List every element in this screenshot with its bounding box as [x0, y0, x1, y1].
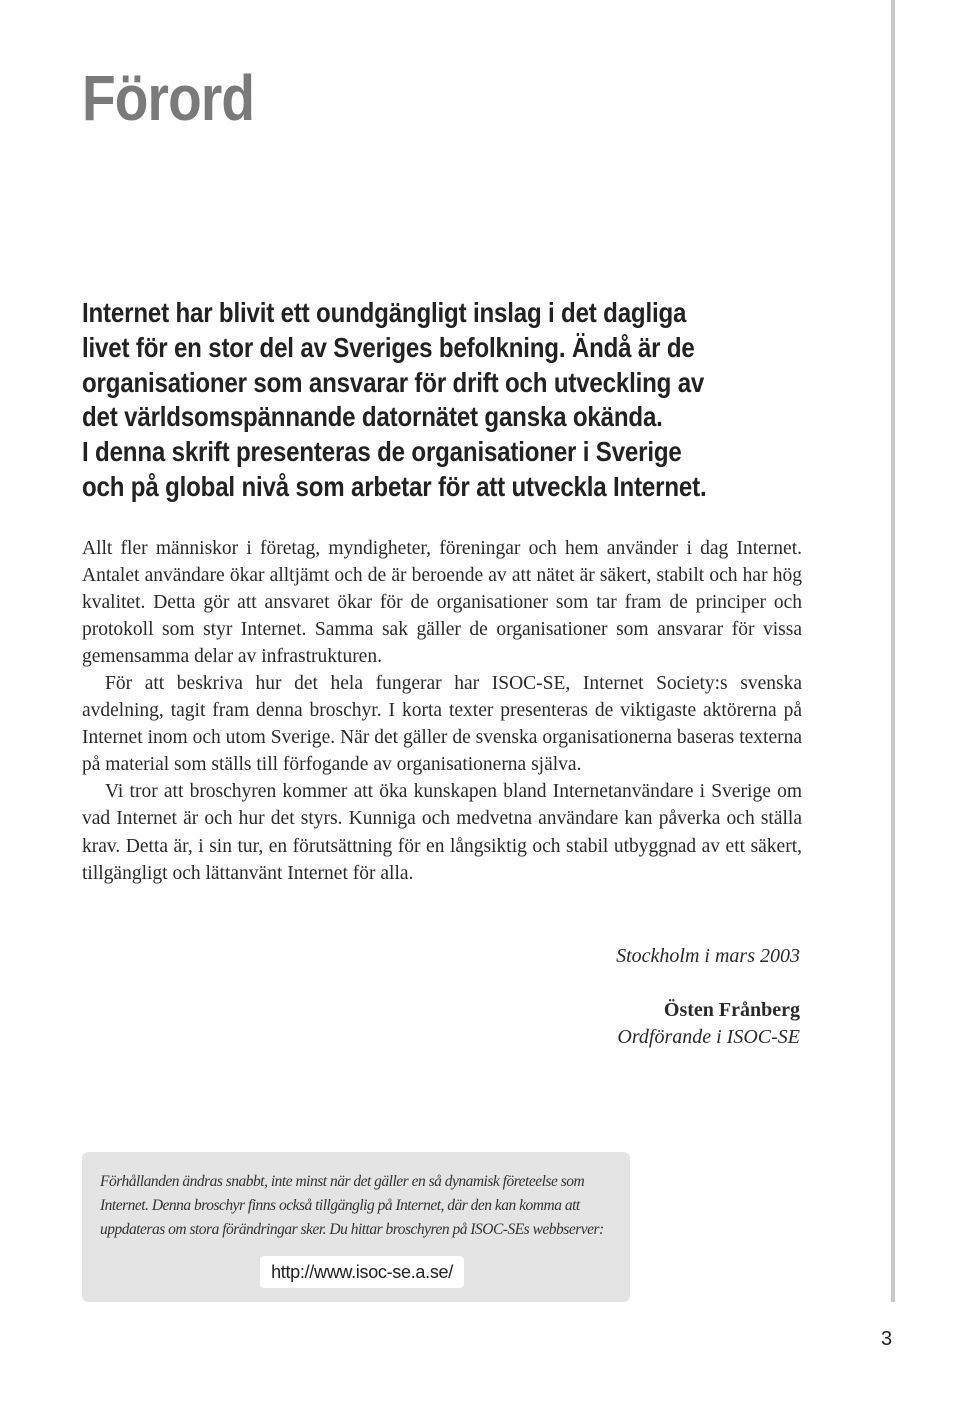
body-paragraph: Vi tror att broschyren kommer att öka kunskapen bland Internetanvändare i Sverige om vad Internet är och hur det styrs. Kunniga och medvetna användare kan påverka och ställa krav. Detta är, i sin tur, en förutsättning för en långsiktig och stabil utbyggnad av ett säkert, tillgängligt och lättanvänt Internet för alla. [82, 781, 802, 884]
body-paragraph: För att beskriva hur det hela fungerar har ISOC-SE, Internet Society:s svenska avdelning, tagit fram denna broschyr. I korta texter presenteras de viktigaste aktörerna på Internet inom och utom Sverige. När det gäller de svenska organisationerna baseras texterna på material som ställs till förfogande av organisationerna själva. [82, 673, 802, 776]
info-note-box [82, 1152, 630, 1302]
page-number: 3 [881, 1328, 893, 1350]
lead-line: Internet har blivit ett oundgängligt inslag i det dagliga [82, 297, 687, 328]
lead-paragraph [82, 296, 736, 505]
lead-line: I denna skrift presenteras de organisationer i Sverige [82, 436, 682, 468]
note-line: Internet. Denna broschyr finns också tillgänglig på Internet, där den kan komma att [100, 1197, 580, 1214]
note-line: uppdateras om stora förändringar sker. Du hittar broschyren på ISOC-SEs webbserver: [100, 1221, 604, 1238]
page-title: Förord [82, 62, 255, 134]
info-note-text [100, 1170, 620, 1242]
body-text [82, 535, 802, 887]
lead-line: och på global nivå som arbetar för att utveckla Internet. [82, 470, 707, 502]
place-date: Stockholm i mars 2003 [616, 945, 800, 967]
signer-name: Östen Frånberg [663, 999, 800, 1021]
note-line: Förhållanden ändras snabbt, inte minst när det gäller en så dynamisk företeelse som [100, 1173, 585, 1190]
body-paragraph: Allt fler människor i företag, myndigheter, föreningar och hem använder i dag Internet. Antalet användare ökar alltjämt och de är beroende av att nätet är säkert, stabilt och har hög kvalitet. Detta gör att ansvaret ökar för de organisationer som tar fram de principer och protokoll som styr Internet. Samma sak gäller de organisationer som ansvarar för vissa gemensamma delar av infrastrukturen. [82, 538, 802, 668]
lead-line: organisationer som ansvarar för drift och utveckling av [82, 366, 705, 398]
lead-line: det världsomspännande datornätet ganska okända. [82, 401, 663, 433]
margin-rule [891, 0, 895, 1302]
signer-role: Ordförande i ISOC-SE [617, 1026, 800, 1048]
lead-line: livet för en stor del av Sveriges befolkning. Ändå är de [82, 331, 695, 363]
website-url-link[interactable]: http://www.isoc-se.a.se/ [260, 1256, 464, 1288]
